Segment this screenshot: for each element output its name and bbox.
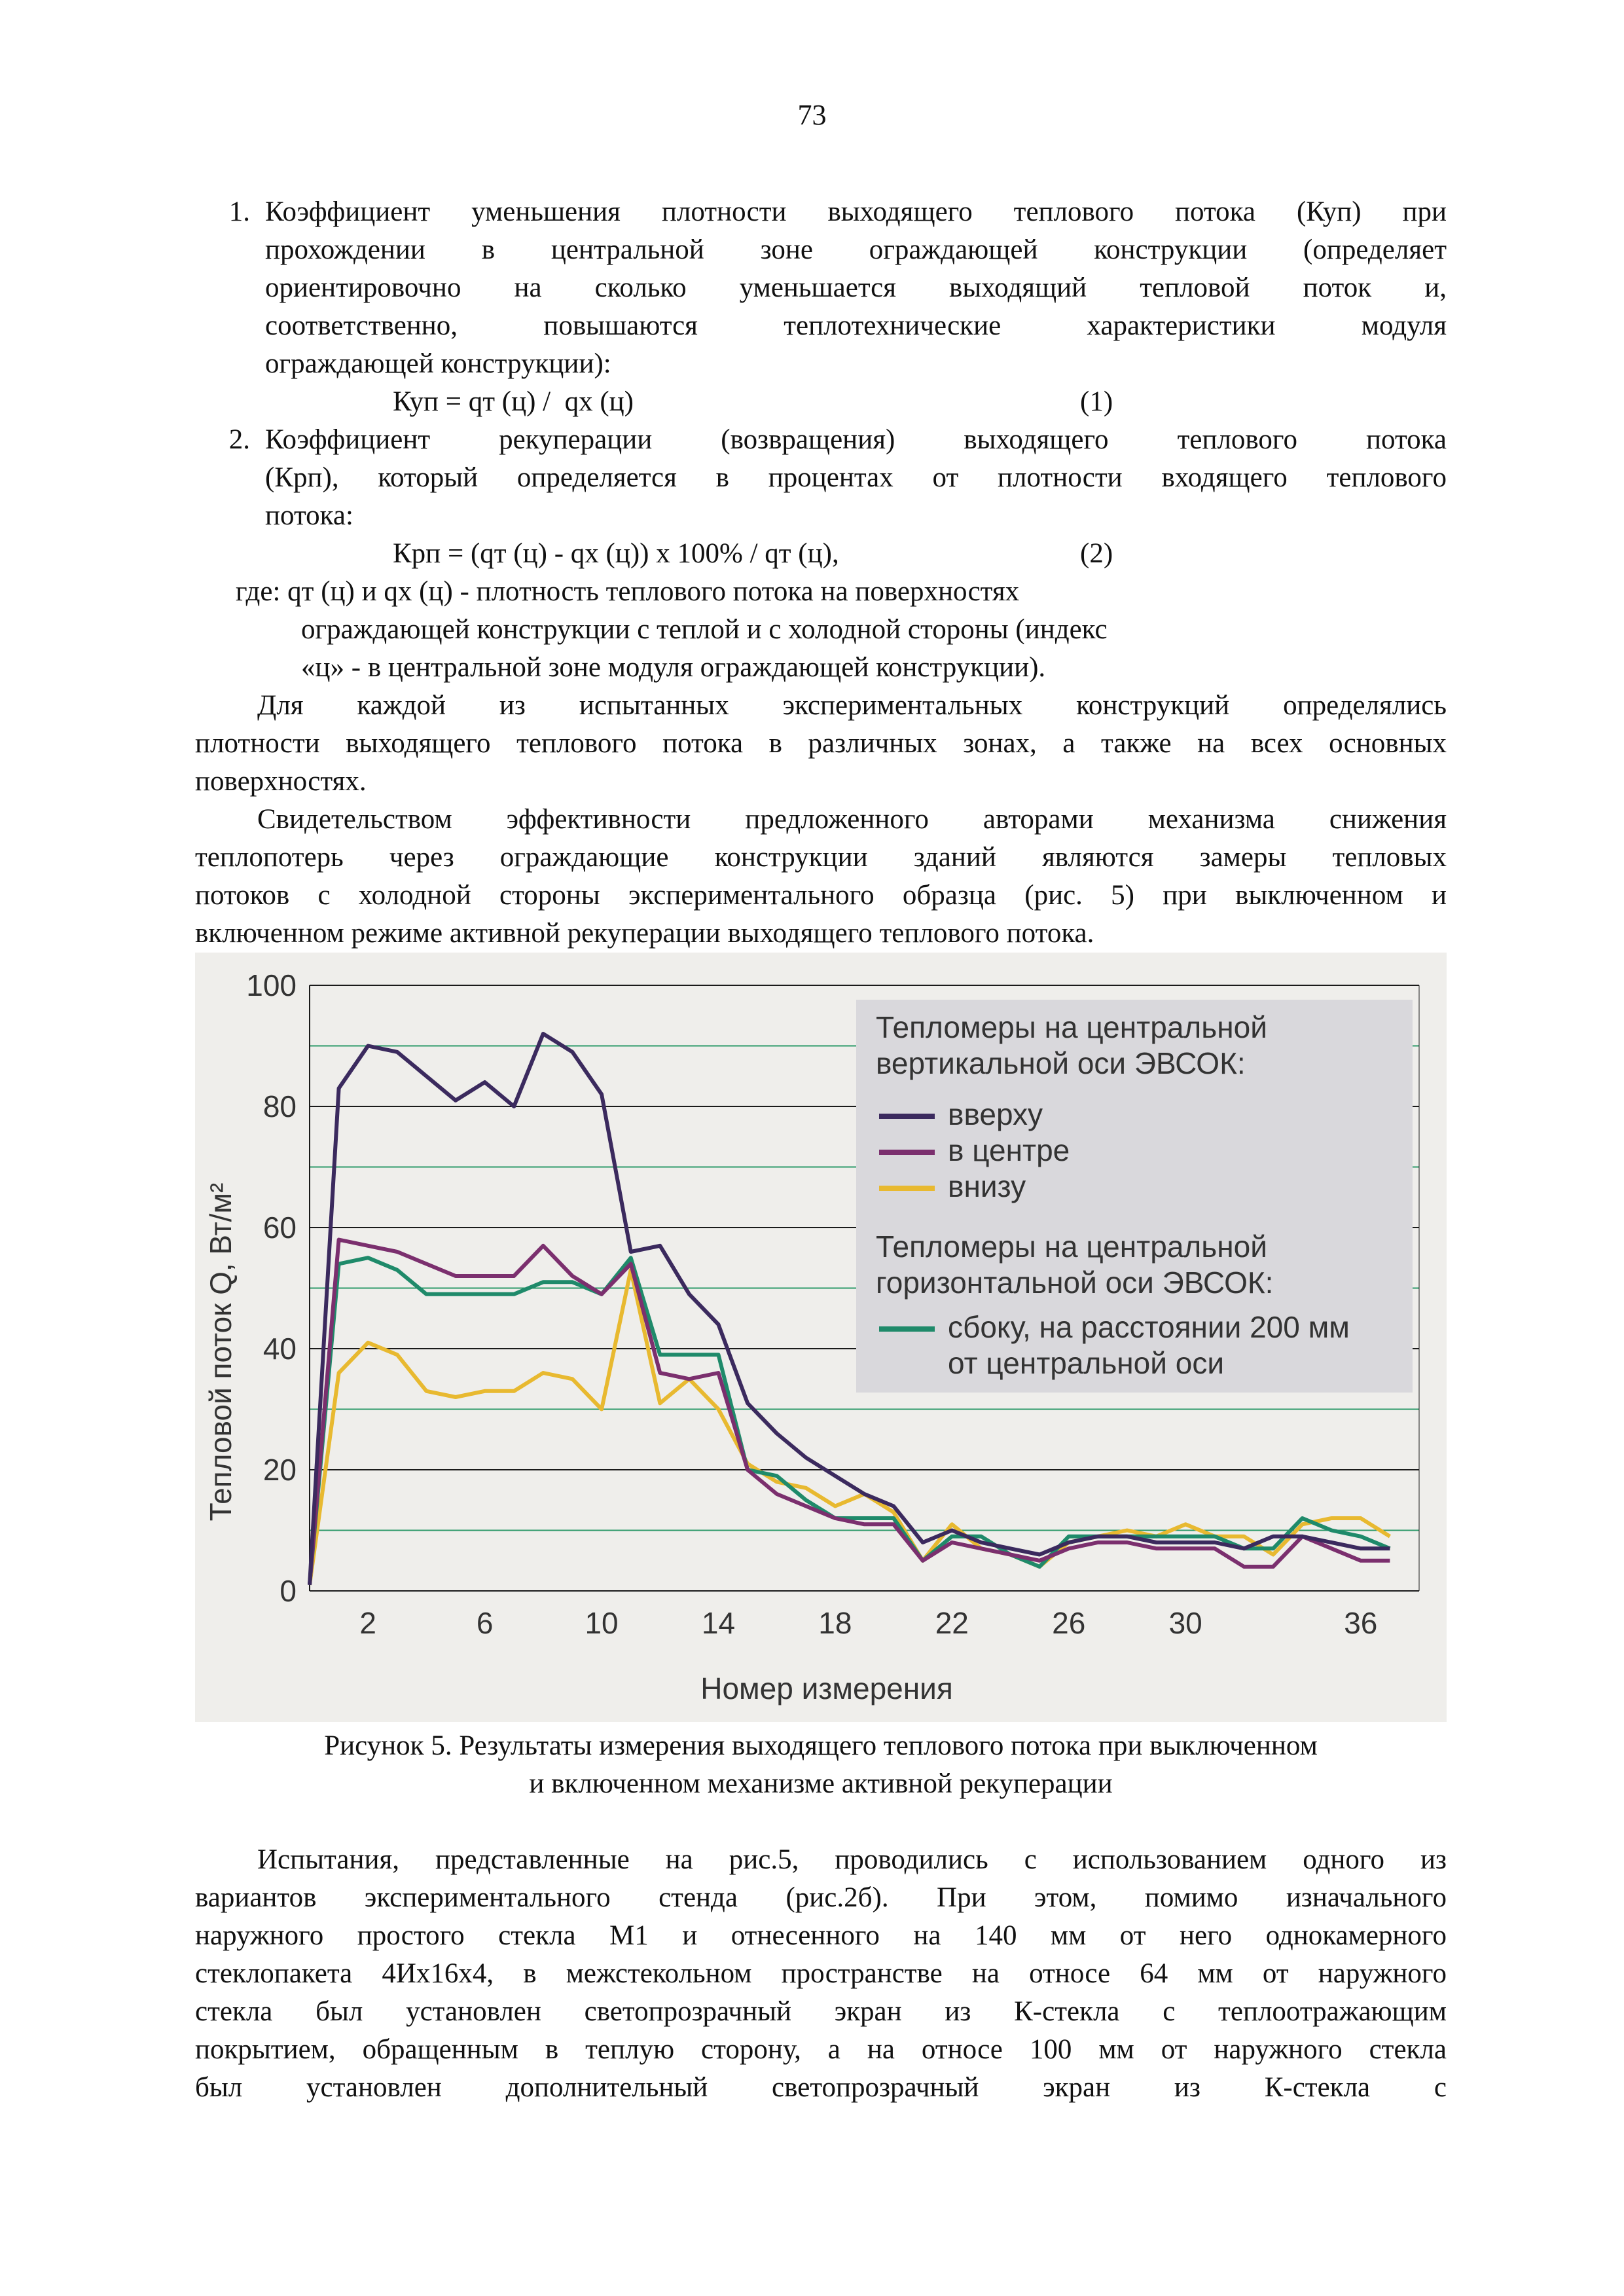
legend-entry-side-line-2: от центральной оси <box>948 1346 1225 1380</box>
list-item-text-line: Коэффициент уменьшения плотности выходящего теплового потока (Куп) при <box>265 196 1447 227</box>
x-tick-label: 30 <box>1168 1606 1202 1640</box>
list-item-text-line: потока: <box>265 500 353 531</box>
x-tick-label: 22 <box>935 1606 969 1640</box>
x-tick-label: 6 <box>476 1606 494 1640</box>
paragraph-3 <box>195 1841 1447 2107</box>
y-tick-label: 20 <box>262 1453 297 1487</box>
paragraph-line: теплопотерь через ограждающие конструкции зданий являются замеры тепловых <box>195 842 1447 873</box>
page-number: 73 <box>797 99 827 131</box>
legend-heading-2-line-2: горизонтальной оси ЭВСОК: <box>876 1266 1274 1300</box>
list-item-text-line: (Крп), который определяется в процентах от плотности входящего теплового <box>265 462 1447 493</box>
y-tick-label: 100 <box>246 968 297 1002</box>
where-line-1: где: qт (ц) и qх (ц) - плотность теплового потока на поверхностях <box>236 576 1020 607</box>
chart-legend <box>856 1000 1413 1393</box>
formula-2-number: (2) <box>1080 538 1113 569</box>
list-item-text-line: прохождении в центральной зоне ограждающей конструкции (определяет <box>265 234 1447 265</box>
figure-5-chart <box>195 953 1447 1722</box>
paragraph-line: наружного простого стекла М1 и отнесенного на 140 мм от него однокамерного <box>195 1920 1447 1951</box>
figure-caption <box>195 1727 1447 1803</box>
legend-entry-top: вверху <box>948 1097 1043 1131</box>
list-item-text-line: Коэффициент рекуперации (возвращения) выходящего теплового потока <box>265 424 1447 455</box>
legend-entry-bottom: внизу <box>948 1169 1026 1203</box>
paragraph-line: Испытания, представленные на рис.5, проводились с использованием одного из <box>257 1844 1447 1875</box>
paragraph-line: был установлен дополнительный светопрозрачный экран из К-стекла с <box>195 2072 1447 2103</box>
y-axis-ticks <box>246 968 297 1608</box>
paragraph-line: покрытием, обращенным в теплую сторону, а на относе 100 мм от наружного стекла <box>195 2034 1447 2065</box>
legend-entry-side-line-1: сбоку, на расстоянии 200 мм <box>948 1310 1350 1344</box>
caption-line-2: и включенном механизме активной рекуперации <box>529 1768 1113 1799</box>
y-tick-label: 40 <box>262 1332 297 1366</box>
legend-heading-1-line-2: вертикальной оси ЭВСОК: <box>876 1046 1246 1080</box>
list-item-1 <box>228 193 1447 383</box>
paragraph-line: вариантов экспериментального стенда (рис.2б). При этом, помимо изначального <box>195 1882 1447 1913</box>
list-item-text-line: соответственно, повышаются теплотехнические характеристики модуля <box>265 310 1447 341</box>
chart-svg <box>195 953 1447 1722</box>
paragraph-line: потоков с холодной стороны экспериментального образца (рис. 5) при выключенном и <box>195 880 1447 911</box>
formula-1-number: (1) <box>1080 386 1113 417</box>
list-item-2 <box>228 421 1447 535</box>
paragraph-line: Для каждой из испытанных экспериментальных конструкций определялись <box>257 690 1447 721</box>
x-tick-label: 26 <box>1052 1606 1086 1640</box>
x-axis-ticks <box>359 1606 1377 1640</box>
where-line-2: ограждающей конструкции с теплой и с холодной стороны (индекс <box>301 614 1108 645</box>
paragraph-line: включенном режиме активной рекуперации выходящего теплового потока. <box>195 918 1094 949</box>
paragraph-line: стеклопакета 4Их16х4, в межстекольном пространстве на относе 64 мм от наружного <box>195 1958 1447 1989</box>
list-item-text-line: ориентировочно на сколько уменьшается выходящий тепловой поток и, <box>265 272 1447 303</box>
y-tick-label: 60 <box>262 1211 297 1245</box>
paragraph-line: Свидетельством эффективности предложенного авторами механизма снижения <box>257 804 1447 835</box>
list-item-text-line: ограждающей конструкции): <box>265 348 611 379</box>
list-item-number: 2. <box>228 424 250 455</box>
paragraph-line: поверхностях. <box>195 766 367 797</box>
x-tick-label: 14 <box>701 1606 736 1640</box>
caption-line-1: Рисунок 5. Результаты измерения выходящего теплового потока при выключенном <box>324 1730 1318 1761</box>
formula-2: Крп = (qт (ц) - qх (ц)) х 100% / qт (ц), <box>393 538 839 569</box>
y-tick-label: 80 <box>262 1089 297 1123</box>
legend-entry-center: в центре <box>948 1133 1070 1167</box>
legend-heading-1-line-1: Тепломеры на центральной <box>876 1010 1267 1044</box>
list-item-number: 1. <box>228 196 250 227</box>
x-axis-label: Номер измерения <box>700 1671 953 1705</box>
formula-1: Куп = qт (ц) / qх (ц) <box>393 386 634 417</box>
paragraph-1 <box>195 687 1447 801</box>
x-tick-label: 10 <box>585 1606 619 1640</box>
legend-heading-2-line-1: Тепломеры на центральной <box>876 1230 1267 1264</box>
paragraph-line: плотности выходящего теплового потока в различных зонах, а также на всех основных <box>195 728 1447 759</box>
y-tick-label: 0 <box>280 1574 297 1608</box>
paragraph-line: стекла был установлен светопрозрачный экран из К-стекла с теплоотражающим <box>195 1996 1447 2027</box>
x-tick-label: 36 <box>1344 1606 1378 1640</box>
x-tick-label: 18 <box>818 1606 852 1640</box>
paragraph-2 <box>195 801 1447 953</box>
y-axis-label: Тепловой поток Q, Вт/м² <box>204 1182 238 1522</box>
x-tick-label: 2 <box>359 1606 377 1640</box>
where-line-3: «ц» - в центральной зоне модуля ограждающей конструкции). <box>301 652 1046 683</box>
